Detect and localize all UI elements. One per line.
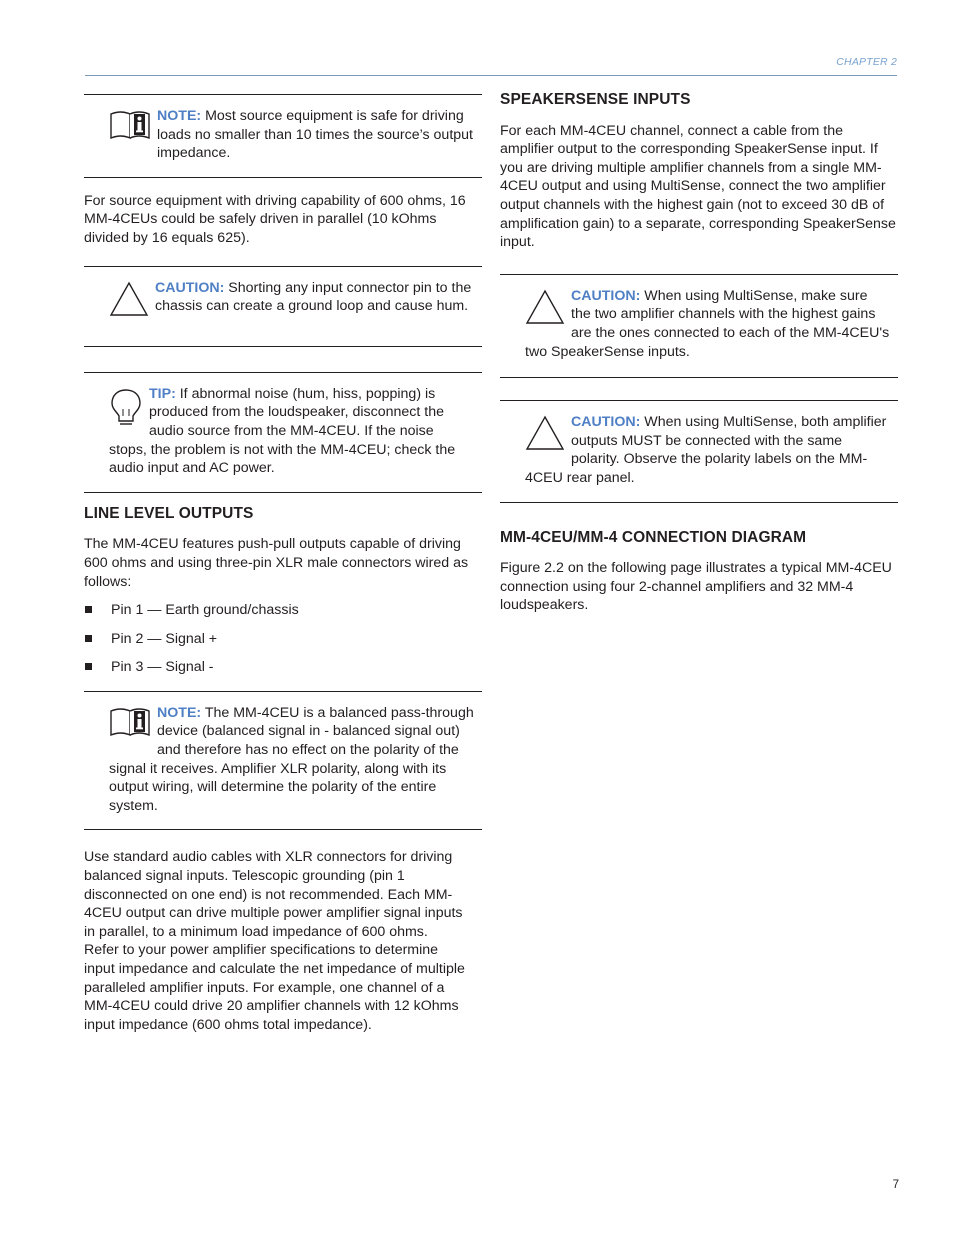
tip-text: TIP: If abnormal noise (hum, hiss, popping) is produced from the loudspeaker, disconnect the audio source from the MM-4CEU. If the noise stops, the problem is not with the MM-4CEU; check the audio input and AC power. (109, 385, 456, 477)
info-book-icon (109, 706, 151, 742)
page-number: 7 (892, 1179, 899, 1191)
right-column (500, 88, 898, 615)
caution-text: CAUTION: When using MultiSense, make sure the two amplifier channels with the highest gains are the ones connected to each of the MM-4CEU's two SpeakerSense inputs. (525, 287, 890, 360)
pin-list (84, 601, 482, 677)
body-paragraph: Figure 2.2 on the following page illustrates a typical MM-4CEU connection using four 2-channel amplifiers and 32 MM-4 loudspeakers. (500, 560, 892, 614)
left-column (84, 88, 482, 1034)
section-heading-speakersense: SPEAKERSENSE INPUTS (500, 91, 691, 108)
body-paragraph: For source equipment with driving capability of 600 ohms, 16 MM-4CEUs could be safely driven in parallel (10 kOhms divided by 16 equals 625). (84, 192, 466, 246)
section-heading-connection-diagram: MM-4CEU/MM-4 CONNECTION DIAGRAM (500, 528, 807, 546)
caution-text: CAUTION: When using MultiSense, both amplifier outputs MUST be connected with the same polarity. Observe the polarity labels on the MM-4CEU rear panel. (525, 414, 887, 486)
warning-triangle-icon (109, 281, 149, 323)
lightbulb-icon (109, 387, 143, 433)
note-box (84, 94, 482, 178)
list-item: Pin 2 — Signal + (84, 630, 482, 649)
caution-text: CAUTION: Shorting any input connector pin to the chassis can create a ground loop and cause hum. (155, 279, 472, 315)
list-item: Pin 1 — Earth ground/chassis (84, 601, 482, 620)
info-book-icon (109, 109, 151, 145)
warning-triangle-icon (525, 289, 565, 331)
caution-box (500, 400, 898, 502)
chapter-label: CHAPTER 2 (836, 56, 897, 68)
tip-box (84, 372, 482, 493)
header-rule (85, 75, 897, 76)
body-paragraph: For each MM-4CEU channel, connect a cable from the amplifier output to the corresponding SpeakerSense input. If you are driving multiple amplifier channels from a single MM-4CEU output and using MultiSense, connect the two amplifier output channels with the highest gain (not to exceed 30 dB of amplification gain) to a separate, corresponding SpeakerSense input. (500, 122, 896, 251)
note-box (84, 691, 482, 831)
caution-box (84, 266, 482, 347)
body-paragraph: The MM-4CEU features push-pull outputs capable of driving 600 ohms and using three-pin XLR male connectors wired as follows: (84, 536, 469, 590)
note-text: NOTE: The MM-4CEU is a balanced pass-through device (balanced signal in - balanced signal out) and therefore has no effect on the polarity of the signal it receives. Amplifier XLR polarity, along with its output wiring, will determine the polarity of the entire system. (109, 704, 474, 814)
warning-triangle-icon (525, 415, 565, 457)
list-item: Pin 3 — Signal - (84, 658, 482, 677)
note-text: NOTE: Most source equipment is safe for driving loads no smaller than 10 times the source’s output impedance. (157, 108, 473, 162)
section-heading-line-level: LINE LEVEL OUTPUTS (84, 504, 254, 522)
body-paragraph: Use standard audio cables with XLR connectors for driving balanced signal inputs. Telescopic grounding (pin 1 disconnected on one end) is not recommended. Each MM-4CEU output can drive multiple power amplifier signal inputs in parallel, to a minimum load impedance of 600 ohms. Refer to your power amplifier specifications to determine input impedance and calculate the net impedance of multiple paralleled amplifier inputs. For example, one channel of a MM-4CEU could drive 20 amplifier channels with 12 kOhms input impedance (600 ohms total impedance). (84, 849, 465, 1033)
caution-box (500, 274, 898, 378)
